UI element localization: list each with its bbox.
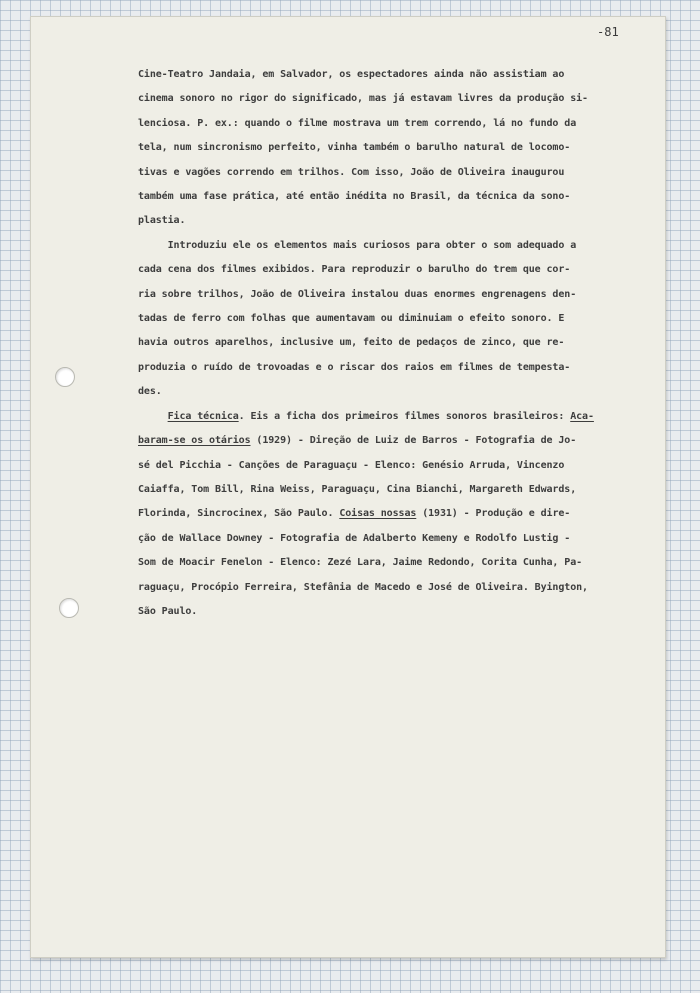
section-heading: Fica técnica [167,410,239,422]
text-segment: . Eis a ficha dos primeiros filmes sonoros brasileiros: [238,410,571,422]
text-line: raguaçu, Procópio Ferreira, Stefânia de Macedo e José de Oliveira. Byington, [138,581,588,593]
text-line: tadas de ferro com folhas que aumentavam ou diminuiam o efeito sonoro. E [138,313,565,325]
text-line: lenciosa. P. ex.: quando o filme mostrava um trem correndo, lá no fundo da [138,117,577,129]
text-line: tela, num sincronismo perfeito, vinha também o barulho natural de locomo- [138,142,571,154]
text-line: des. [138,386,162,398]
text-line: Som de Moacir Fenelon - Elenco: Zezé Lara, Jaime Redondo, Corita Cunha, Pa- [138,557,583,569]
text-line: Introduziu ele os elementos mais curiosos para obter o som adequado a [138,239,577,251]
text-line: produzia o ruído de trovoadas e o riscar dos raios em filmes de tempesta- [138,361,571,373]
text-line: plastia. [138,215,186,227]
text-line: Caiaffa, Tom Bill, Rina Weiss, Paraguaçu, Cina Bianchi, Margareth Edwards, [138,483,577,495]
text-line: cada cena dos filmes exibidos. Para reproduzir o barulho do trem que cor- [138,264,571,276]
text-line: cinema sonoro no rigor do significado, mas já estavam livres da produção si- [138,93,588,105]
text-segment: (1929) - Direção de Luiz de Barros - Fotografia de Jo- [250,435,577,447]
text-line: também uma fase prática, até então inédita no Brasil, da técnica da sono- [138,191,571,203]
film-title: Coisas nossas [339,508,417,520]
film-title: Aca- [570,410,594,422]
punch-hole [55,367,75,387]
paragraph-indent [138,411,168,422]
text-line: sé del Picchia - Canções de Paraguaçu - Elenco: Genésio Arruda, Vincenzo [138,459,565,471]
text-line: ção de Wallace Downey - Fotografia de Adalberto Kemeny e Rodolfo Lustig - [138,532,571,544]
text-segment: Florinda, Sincrocinex, São Paulo. [138,508,340,520]
typed-text-body [138,63,650,624]
text-line: tivas e vagões correndo em trilhos. Com isso, João de Oliveira inaugurou [138,166,565,178]
text-line: Cine-Teatro Jandaia, em Salvador, os espectadores ainda não assistiam ao [138,69,565,80]
text-line: São Paulo. [138,605,198,617]
text-segment: (1931) - Produção e dire- [416,508,571,520]
page-number: -81 [597,25,619,39]
film-title: baram-se os otários [138,435,251,447]
punch-hole [59,598,79,618]
text-line: havia outros aparelhos, inclusive um, feito de pedaços de zinco, que re- [138,337,565,349]
text-line: ria sobre trilhos, João de Oliveira instalou duas enormes engrenagens den- [138,288,577,300]
